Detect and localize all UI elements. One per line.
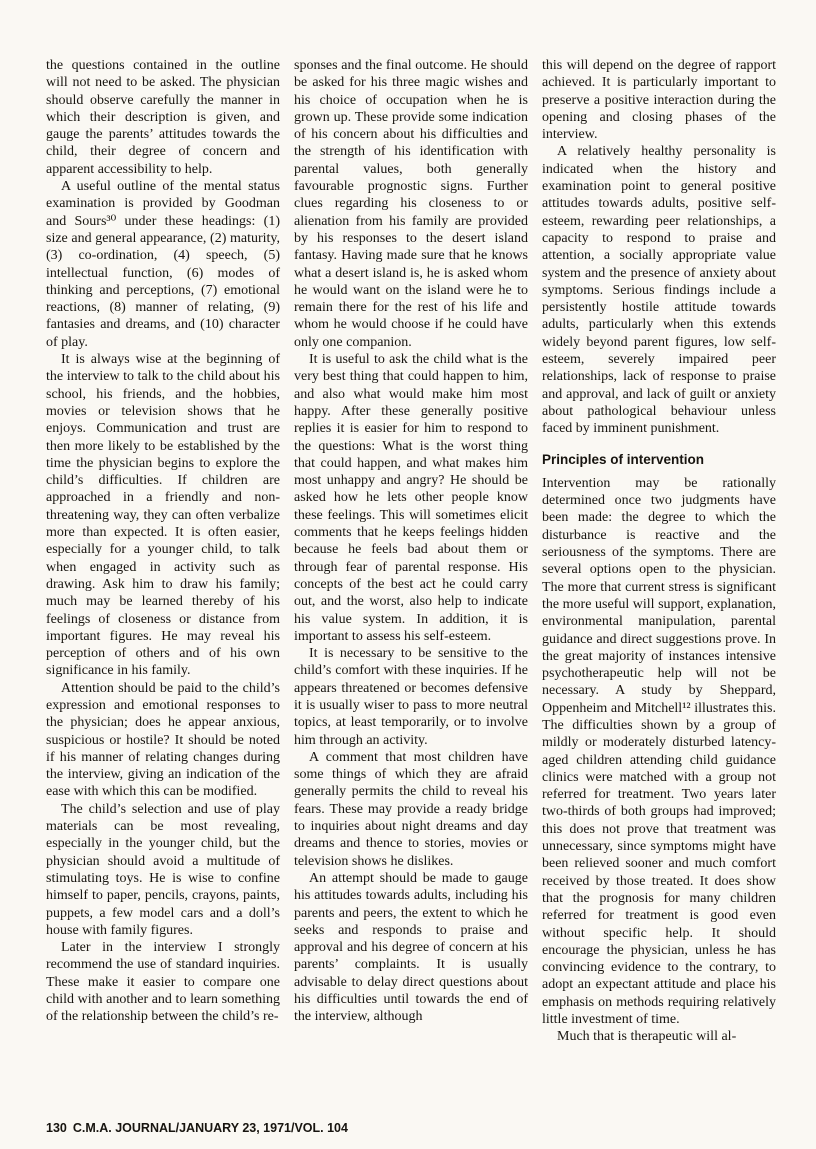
paragraph: sponses and the final outcome. He should be asked for his three magic wishes and his choice of occupation when he is grown up. These provide some indication of his concern about his difficulties and the strength of his identification with parental values, both generally favourable prognostic signs. Further clues regarding his closeness to or alienation from his family are provided by his responses to the desert island fantasy. Having made sure that he knows what a desert island is, he is asked whom he would want on the island were he to remain there for the rest of his life and whom he would choose if he could have only one companion. bbox=[294, 58, 528, 350]
paragraph: the questions contained in the outline will not need to be asked. The physician should observe carefully the manner in which their description is given, and gauge the parents’ attitudes towards the child, their degree of concern and apparent accessibility to help. bbox=[46, 58, 280, 177]
journal-footer-line: C.M.A. JOURNAL/JANUARY 23, 1971/VOL. 104 bbox=[72, 1121, 348, 1135]
paragraph: The child’s selection and use of play materials can be most revealing, especially in the younger child, but the physician should avoid a multitude of stimulating toys. He is wise to confine himself to paper, pencils, crayons, paints, puppets, a few model cars and a doll’s house with family figures. bbox=[46, 801, 280, 938]
paragraph: Much that is therapeutic will al- bbox=[557, 1029, 737, 1045]
paragraph: A comment that most children have some things of which they are afraid generally permits the child to reveal his fears. These may provide a ready bridge to inquiries about night dreams and day dreams and thence to stories, movies or television shows he dislikes. bbox=[294, 749, 528, 869]
paragraph: Later in the interview I strongly recommend the use of standard inquiries. These make it easier to compare one child with another and to learn something of the relationship between the child’s re- bbox=[46, 940, 280, 1025]
article-columns bbox=[46, 57, 776, 1046]
paragraph: It is always wise at the beginning of the interview to talk to the child about his school, his friends, and the hobbies, movies or television shows that he enjoys. Communication and trust are then more likely to be established by the time the physician begins to explore the child’s difficulties. If children are approached in a friendly and non-threatening way, they can often verbalize more than expected. It is often easier, especially for a younger child, to talk when engaged in activity such as drawing. Ask him to draw his family; much may be learned thereby of his feelings of closeness or distance from important figures. He may reveal his perception of others and of his own significance in his family. bbox=[46, 352, 280, 679]
paragraph: An attempt should be made to gauge his attitudes towards adults, including his parents and peers, the extent to which he seeks and responds to praise and approval and his degree of concern at his parents’ complaints. It is usually advisable to delay direct questions about his difficulties until towards the end of the interview, although bbox=[294, 870, 528, 1025]
column-1 bbox=[46, 57, 280, 1046]
paragraph: It is useful to ask the child what is the very best thing that could happen to him, and also what would make him most happy. After these generally positive replies it is easier for him to respond to the questions: What is the worst thing that could happen, and what makes him most unhappy and angry? He should be asked how he lets other people know these feelings. This will sometimes elicit comments that he keeps feelings hidden because he feels bad about them or through fear of parental response. His concepts of the best act he could carry out, and the worst, also help to indicate his value system. In addition, it is important to assess his self-esteem. bbox=[294, 352, 528, 644]
paragraph: A relatively healthy personality is indicated when the history and examination point to general positive attitudes towards adults, positive self-esteem, rewarding peer relationships, a capacity to respond to praise and attention, a socially appropriate value system and the presence of anxiety about symptoms. Serious findings include a persistently hostile attitude towards adults, particularly when this extends widely beyond parent figures, low self-esteem, severely impaired peer relationships, lack of response to praise and approval, and lack of guilt or anxiety about pathological behaviour unless faced by imminent punishment. bbox=[542, 144, 776, 437]
column-2 bbox=[294, 57, 528, 1046]
paragraph: A useful outline of the mental status examination is provided by Goodman and Sours³⁰ under these headings: (1) size and general appearance, (2) maturity, (3) co-ordination, (4) speech, (5) intellectual function, (6) modes of thinking and perceptions, (7) emotional reactions, (8) manner of relating, (9) fantasies and dreams, and (10) character of play. bbox=[46, 179, 280, 350]
paragraph: Attention should be paid to the child’s expression and emotional responses to the physician; does he appear anxious, suspicious or hostile? It should be noted if his manner of relating changes during the interview, giving an indication of the ease with which this can be modified. bbox=[46, 680, 280, 800]
page-footer bbox=[46, 1121, 348, 1135]
page-number: 130 bbox=[46, 1121, 67, 1135]
paragraph: this will depend on the degree of rapport achieved. It is particularly important to preserve a positive interaction during the opening and closing phases of the interview. bbox=[542, 58, 776, 143]
column-3 bbox=[542, 57, 776, 1046]
section-heading-principles-of-intervention: Principles of intervention bbox=[542, 451, 705, 467]
paragraph: Intervention may be rationally determined once two judgments have been made: the degree to which the disturbance is reactive and the seriousness of the symptoms. There are several options open to the physician. The more that current stress is significant the more useful will support, explanation, environmental manipulation, parental guidance and direct suggestions prove. In the great majority of instances intensive psychotherapeutic help will not be necessary. A study by Sheppard, Oppenheim and Mitchell¹² illustrates this. The difficulties shown by a group of mildly or moderately disturbed latency-aged children attending child guidance clinics were matched with a group not referred for treatment. Two years later two-thirds of both groups had improved; this does not prove that treatment was unnecessary, since symptoms might have been relieved sooner and much comfort received by those treated. It does show that the prognosis for many children referred for treatment is good even without specific help. It should encourage the physician, unless he has convincing evidence to the contrary, to adopt an expectant attitude and place his emphasis on methods requiring relatively little investment of time. bbox=[542, 475, 776, 1028]
paragraph: It is necessary to be sensitive to the child’s comfort with these inquiries. If he appears threatened or becomes defensive it is usually wiser to pass to more neutral topics, at least temporarily, or to involve him through an activity. bbox=[294, 646, 528, 748]
